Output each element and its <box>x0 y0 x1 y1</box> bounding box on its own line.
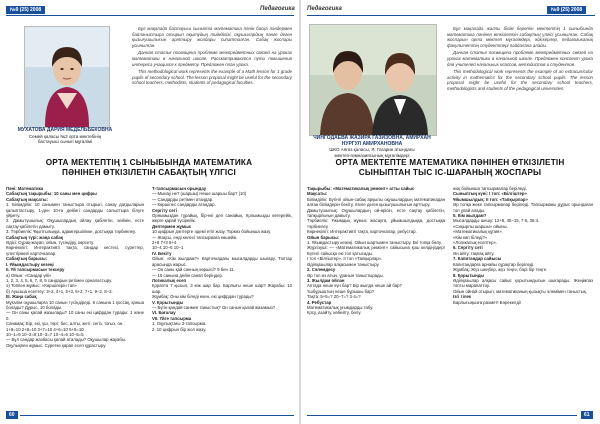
body-paragraph: 2. 10 цифрын бір жол жазу. <box>152 326 207 332</box>
body-paragraph: 2. Дамытушылық: Оқушылардың ойлау қабілетін, зейінін, есте сақтау қабілетін дамыту. <box>6 218 144 229</box>
authors-affiliation-line: ШКО Аягөз қаласы, Я. Гагарин атындағы <box>329 147 415 152</box>
body-paragraph: — Мынау не? (шаршы) Неше шаршы бар? (10) <box>152 191 247 197</box>
body-paragraph: — Бүгін қандай санмен таныстық? Он санын қалай жазамыз? <box>152 304 276 310</box>
body-paragraph: Жұмбақ: Жүз шеңбер, жүз теңге, бәрі бір теңге. <box>453 267 548 273</box>
body-subheading: Сабақтың мақсаты: <box>6 196 49 202</box>
author-portrait-image <box>25 27 109 127</box>
right-article-title <box>305 158 595 178</box>
authors-affiliation-line: мектеп-гимназиясының мұғалімдері <box>334 152 410 158</box>
abstract-russian: Данная статья посвящена проблеме межпредметных связей на уроках математики в начальной школе. Предложен конспект урока для учителей начальных классов, методистов и студентов. <box>447 50 593 67</box>
journal-section: Педагогика <box>260 6 295 12</box>
abstract-english: This methodological work represents the example of an extracurricular activity in mathematics for the secondary school pupils. The lesson proposal might be useful for the secondary school teachers, methodologists and students of the pedagogical universities. <box>447 69 593 91</box>
body-paragraph: І топ «Білгіштер», ІІ топ «Тапқырлар». <box>307 256 383 262</box>
body-paragraph: Әр топқа жеке тапсырмалар беріледі. Тапсырманы дұрыс орындаған топ ұпай алады. <box>453 202 593 213</box>
body-paragraph: ә) Топпен жұмыс: «Көршілерін тап» <box>6 283 77 289</box>
left-page <box>0 0 299 424</box>
header-rule <box>307 15 595 16</box>
body-paragraph: Қорапта 7 қызыл, 3 көк шар бар. Барлығы неше шар? Жауабы: 10 шар. <box>152 283 292 294</box>
body-paragraph: а) Ойын: «Сандар үйі» <box>6 272 52 278</box>
body-subheading: Сабақтың барысы: <box>6 256 48 262</box>
body-paragraph: б) Ауызша есептеу: 3+2, 4+1, 5+3, 6+2, 7+1, 9−2, 8−3. <box>6 288 113 294</box>
authors-portrait-image <box>310 25 436 135</box>
header-rule <box>6 15 294 16</box>
body-paragraph: Көрнекілігі: Интерактивті тақта, карточкалар, ребустар. <box>307 229 417 235</box>
body-subheading: Пәні: Математика <box>6 186 44 191</box>
body-paragraph: Дамытушылық: Оқушылардың ой-өрісін, есте сақтау қабілетін, тапқырлығын дамыту. <box>307 207 445 219</box>
body-paragraph: 1, 2, 3, 4, 5, 6, 7, 8, 9 сандарын ретімен орналастыру. <box>6 277 113 283</box>
body-subheading: VI. Бағалау <box>152 310 176 316</box>
author-affiliation-line: бастауыш сынып мұғалімі <box>37 139 93 144</box>
body-subheading: Сыныптың күні: I топ: «Білгіштер» <box>453 191 527 197</box>
body-paragraph: Тәрбиелік: Ұжымдық жұмыс жасауға, ұйымшылдыққа, достыққа тәрбиелеу. <box>307 218 445 229</box>
body-subheading: III. Жаңа сабақ <box>6 294 37 300</box>
body-paragraph: «Кім көп біледі?» <box>453 234 488 240</box>
body-subheading: Мақсаты: <box>307 191 328 197</box>
body-subheading: II. Үй тапсырмасын тексеру <box>6 267 65 273</box>
left-column-1 <box>6 186 144 406</box>
right-page <box>301 0 600 424</box>
body-paragraph: — Он саны қай санның көршісі? 9 бен 11. <box>152 267 235 273</box>
body-subheading: Т-тапсырмасын орындау <box>152 186 207 191</box>
title-line: ОРТА МЕКТЕПТІҢ 1 СЫНЫБЫНДА МАТЕМАТИКА <box>45 158 253 167</box>
author-caption <box>6 128 124 145</box>
body-paragraph: — Бұл сандар жазбасы қалай аталады? Оқушылар жауабы. <box>6 337 127 343</box>
body-subheading: Сабақтың тақырыбы: 10 саны мен цифры <box>6 191 97 197</box>
body-paragraph: Әділқазылар алқасымен таныстыру. <box>307 261 380 267</box>
body-paragraph: Әр топ өз атын, ұранын таныстырады. <box>307 272 384 278</box>
body-paragraph: 2+8 7+3 6+4 <box>152 240 177 246</box>
body-paragraph: Көрнекілігі: Интерактивті тақта, сандар кестесі, суреттер, үлестірмелі карточкалар. <box>6 245 144 256</box>
body-paragraph: Тақта: 5+5=? 20−7=? 3·4=? <box>307 294 361 300</box>
right-abstract <box>447 26 593 151</box>
title-line: СЫНЫПТАН ТЫС ІС-ШАРАНЫҢ ЖОСПАРЫ <box>358 167 542 177</box>
body-paragraph: 1. Білімділік: 10 санымен таныстыра отырып, санау дағдыларын қалыптастыру, 1-ден 10-ға дейінгі сандарды салыстыра білуге үйрету. <box>6 202 144 219</box>
page-number: 61 <box>581 411 593 419</box>
body-subheading: 2. Сәлемдесу <box>307 267 336 273</box>
left-article-title <box>4 158 294 178</box>
author-name: МУХАТОВА ДАРИЯ МЕДЕЛЬБЕКОВНА <box>17 127 113 133</box>
authors-caption <box>303 136 441 158</box>
body-subheading: Сергіту сәті <box>152 207 177 213</box>
body-paragraph: — Жақсы, енді келесі тапсырмаға көшейік. <box>152 234 238 240</box>
body-paragraph: Мұғалім оқушыларға 10 санын түсіндіреді. 9 санына 1 қоссақ, қанша болады? Дұрыс, 10 болады. <box>6 299 144 310</box>
journal-section: Педагогика <box>307 6 342 12</box>
issue-badge: №9 (25) 2008 <box>547 6 586 14</box>
body-subheading: Ізгі тілек <box>453 294 472 300</box>
body-subheading: V. Қорытынды <box>152 299 184 305</box>
left-column-2 <box>152 186 292 406</box>
body-paragraph: — Сандарды ретімен атаңдар. <box>152 196 214 202</box>
abstract-kazakh: Бұл мақалада бастауыш сыныпта математика пәнін басқа пәндермен байланыстыра отырып оқытудың тиімділігі, оқушылардың пәнге деген қызығушылығын арттыру жолдары сипатталған. Сабақ жоспары ұсынылған. <box>132 26 292 48</box>
body-paragraph: Барлығыңызға рахмет! Бәрекелді! <box>453 299 522 305</box>
left-abstract <box>132 26 292 151</box>
body-paragraph: 10−1=9 10−2=8 10−3=7 10−4=6 10−5=5 <box>6 331 84 337</box>
author-affiliation-line: Семей қаласы №3 орта мектебінің <box>28 133 102 139</box>
body-paragraph: «Сиқырлы шаршы» ойыны. <box>453 223 508 229</box>
author-photo <box>24 26 110 128</box>
body-paragraph: Капитандарға арнайы сұрақтар беріледі. <box>453 261 535 267</box>
body-paragraph: 10−4 10−6 10−1 <box>152 245 184 251</box>
body-paragraph: жоқ бойынша тапсырмалар беріледі. <box>453 186 527 191</box>
body-paragraph: Орнымыздан тұрайық, бір-екі деп санайық. Қолымызды көтерейік, жерге қарай түсірейік. <box>152 213 292 224</box>
body-paragraph: «Математикалық құпия». <box>453 229 503 235</box>
body-subheading: 3. Жылдам ойлан <box>307 277 345 283</box>
body-paragraph: 1+9=10 2+8=10 3+7=10 4+6=10 5+5=10 <box>6 326 84 332</box>
body-paragraph: Үшбұрыштың неше бұрышы бар? <box>307 288 375 294</box>
body-subheading: IV. Бекіту <box>152 250 172 256</box>
abstract-kazakh: Бұл мақалада жалпы білім беретін мектептің 1 сыныбында математика пәнінен өткізілетін сабақтың үлгісі ұсынылған. Сабақ жоспарын орта мектеп мұғалімдері, әдіскерлер, педагогикалық факультеттің студенттері пайдалана алады. <box>447 26 593 48</box>
body-paragraph: 1. Ұйымдастыру кезеңі. Ойын шартымен таныстыру. Екі топқа бөлу. <box>307 240 442 246</box>
footer-rule <box>20 415 294 416</box>
title-line: ПӘНІНЕН ӨТКІЗІЛЕТІН САБАҚТЫҢ ҮЛГІСІ <box>61 167 236 177</box>
body-subheading: I. Ұйымдастыру кезеңі <box>6 261 54 267</box>
body-subheading: Тақырыбы: «Математикалық ремонт» атты сайыс <box>307 186 415 191</box>
body-paragraph: Ән айту, тақпақ айту. <box>453 250 495 256</box>
body-paragraph: Оқулықпен жұмыс. Суретке қарап есеп құрастыру. <box>6 342 107 348</box>
body-paragraph: — Он саны қалай жазылады? 10 саны екі цифрдан тұрады: 1 және 0. <box>6 310 144 321</box>
page-number: 60 <box>6 411 18 419</box>
abstract-english: This methodological work represents the example of a Math lesson for 1 grade pupils of secondary school. The lesson proposal might be useful for the secondary school teachers, methodists, students of pedagogical faculties. <box>132 69 292 86</box>
authors-photo <box>309 24 437 136</box>
left-page-footer <box>6 410 294 420</box>
body-paragraph: Білімділік: Бүгінгі ойын-сабақ арқылы оқушылардың математикадан алған білімдерін бекіту, пәнге деген қызығушылығын арттыру. <box>307 196 445 208</box>
body-paragraph: Ойын ойнай отырып, математиканың қызықты әлемімен таныстық. <box>453 288 587 294</box>
body-subheading: VII. Үйге тапсырма <box>152 315 192 321</box>
body-paragraph: Санамақ: Бір, екі, үш, төрт, бес, алты, жеті, сегіз, тоғыз, он. <box>6 321 124 327</box>
body-paragraph: Математикалық ұғымдарды табу. <box>307 304 374 310</box>
body-subheading: Сабақтың түрі: жаңа сабақ <box>6 234 63 240</box>
body-paragraph: 3. Тәрбиелік: Ұқыптылыққа, адамгершілікке, достыққа тәрбиелеу. <box>6 229 136 235</box>
issue-badge: №9 (25) 2008 <box>6 6 45 14</box>
title-line: ОРТА МЕКТЕПТЕ МАТЕМАТИКА ПӘНІНЕН ӨТКІЗІЛЕТІН <box>335 158 565 167</box>
body-paragraph: Жүргізуші: — «Математикалық ремонт» сайысына қош келдіңіздер! Бүгінгі сайысқа екі топ қатысады. <box>307 245 445 256</box>
body-subheading: 8. Қорытынды <box>453 272 485 278</box>
body-subheading: Ойын барысы: <box>307 234 340 240</box>
body-paragraph: Мысалдарды шешу: 12+8, 45−15, 7·6, 36:4. <box>453 218 540 224</box>
body-subheading: 4. Ребустар <box>307 299 332 305</box>
body-paragraph: Қосу, азайту, көбейту, бөлу. <box>307 310 362 316</box>
body-paragraph: Ойын: «Кім жылдам?» Карточкадағы мысалдарды шығару. Топтар арасында жарыс. <box>152 256 292 267</box>
authors-names: ЧИНГОДАЕВА ЖАЗИРА ГАЗИЗОВНА, АМИРХАН НУРГУЛ АМИРХАНОВНА <box>313 135 431 147</box>
footer-rule <box>307 415 577 416</box>
body-paragraph: 1. Оқулықтағы 3-тапсырма. <box>152 321 207 327</box>
body-subheading: 5. Кім жылдам? <box>453 213 487 219</box>
body-paragraph: Әдісі: Сұрақ-жауап, ойын, түсіндіру, көрсету. <box>6 240 95 246</box>
left-page-header <box>6 4 294 16</box>
body-paragraph: Жұмбақ: Оны кім біледі екен, екі цифрдан тұрады? <box>152 294 254 300</box>
body-paragraph: Аптада неше күн бар? Бір жылда неше ай бар? <box>307 283 402 289</box>
body-paragraph: — 10 санына дейін санап беріңдер. <box>152 272 224 278</box>
right-page-header <box>307 4 595 16</box>
body-subheading: 6. Сергіту сәті <box>453 245 483 251</box>
body-subheading: Ұйымшылдық: II топ: «Тапқырлар» <box>453 196 528 202</box>
body-paragraph: Әділқазылар алқасы сайыс қорытындысын шығарады. Жеңімпаз топты марапаттау. <box>453 277 593 289</box>
right-column-1 <box>307 186 445 406</box>
body-paragraph: — Көршілес сандарды атаңдар. <box>152 202 216 208</box>
abstract-russian: Данная статья посвящена проблеме межпредметных связей на уроках математики в начальной школе. Рассматриваются пути повышения интереса учащихся к предмету. Предложен план урока. <box>132 50 292 67</box>
right-column-2 <box>453 186 593 406</box>
body-paragraph: «Логикалық есептер». <box>453 240 498 246</box>
body-paragraph: 10 цифрын дәптерге әдемі етіп жазу. Торкөз бойынша жазу. <box>152 229 272 235</box>
right-page-footer <box>307 410 595 420</box>
body-subheading: 7. Капитандар сайысы <box>453 256 502 262</box>
body-subheading: Дәптермен жұмыс <box>152 223 192 229</box>
body-subheading: Логикалық есеп <box>152 277 187 283</box>
